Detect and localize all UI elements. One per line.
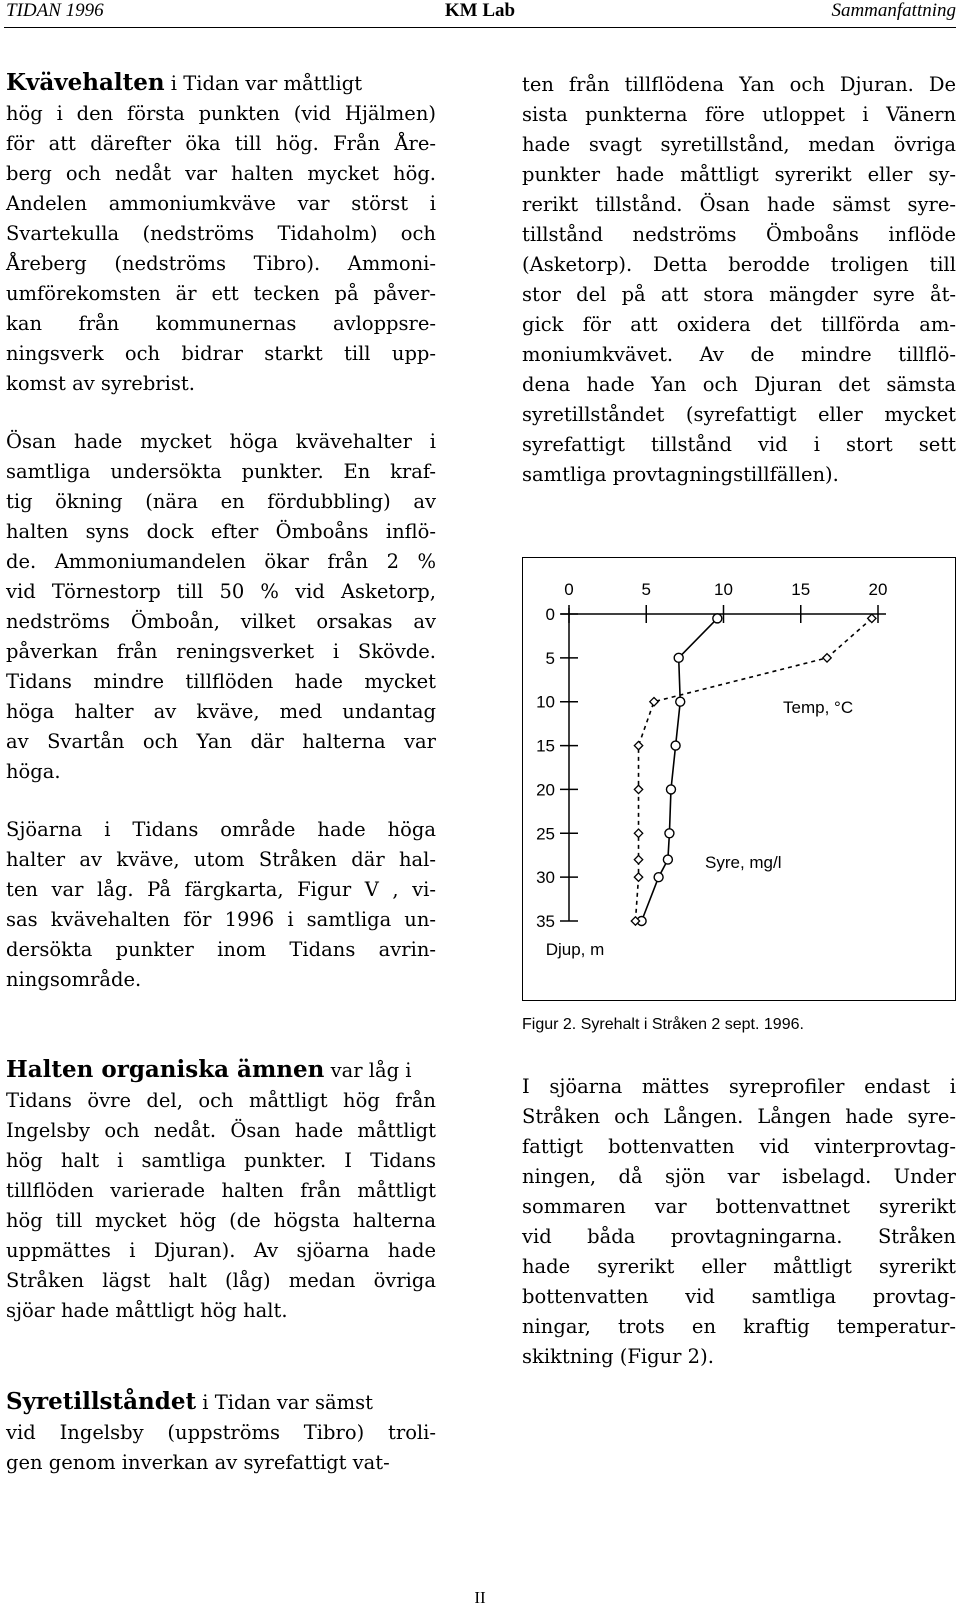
data-point: [634, 855, 642, 863]
text-line: ningen, då sjön var isbelagd. Under: [522, 1165, 956, 1188]
text-line: av Svartån och Yan där halterna var: [6, 730, 436, 753]
text-line: moniumkvävet. Av de mindre tillflö-: [522, 343, 956, 366]
paragraph-organiska: Halten organiska ämnen var låg i Tidans övre del, och måttligt hög från Ingelsby och nedåt. Ösan hade måttligt hög halt i samtliga punkter. I Tidans tillflöden varierade halten från måttligt hög till mycket hög (de högsta halterna uppmättes i Djuran). Av sjöarna hade Stråken lägst halt (låg) medan övriga sjöar hade måttligt hög halt.: [6, 1055, 436, 1326]
data-point: [868, 614, 876, 622]
text-line: vid Törnestorp till 50 % vid Asketorp,: [6, 580, 436, 603]
text-line: sista punkterna före utloppet i Vänern: [522, 103, 956, 126]
text-line: komst av syrebrist.: [6, 372, 195, 395]
header-rule: [4, 27, 956, 28]
figure-caption: Figur 2. Syrehalt i Stråken 2 sept. 1996.: [522, 1016, 804, 1033]
y-tick-label: 20: [536, 780, 555, 800]
text-line: hade syrerikt eller måttligt syrerikt: [522, 1255, 956, 1278]
text-line: berg och nedåt var halten mycket hög.: [6, 162, 436, 185]
text-line: Sjöarna i Tidans område hade höga: [6, 818, 436, 841]
text-line: hög i den första punkten (vid Hjälmen): [6, 102, 436, 125]
data-point: [634, 785, 642, 793]
figure-2-box: [522, 557, 956, 1001]
paragraph-tillfloden: [522, 70, 956, 490]
page-header: [0, 0, 960, 24]
header-right: Sammanfattning: [831, 0, 956, 21]
text-line: ningar, trots en kraftig temperatur-: [522, 1315, 956, 1338]
lead-kvavehalten: Kvävehalten: [6, 69, 165, 96]
text-line: syretillståndet (syrefattigt eller mycket: [522, 403, 956, 426]
text-line: halten syns dock efter Ömboåns inflö-: [6, 520, 436, 543]
text-line: sjöar hade måttligt hög halt.: [6, 1299, 288, 1322]
text-line: tillstånd nedströms Ömboåns inflöde: [522, 223, 956, 246]
text-line: höga.: [6, 760, 61, 783]
text-line: vid Ingelsby (uppströms Tibro) troli-: [6, 1421, 436, 1444]
text-line: sas kvävehalten för 1996 i samtliga un-: [6, 908, 436, 931]
text-line: samtliga provtagningstillfällen).: [522, 463, 839, 486]
text-line: Ösan hade mycket höga kvävehalter i: [6, 430, 436, 453]
y-tick-label: 10: [536, 692, 555, 712]
header-center: KM Lab: [444, 0, 516, 21]
text-line: ningsverk och bidrar starkt till upp-: [6, 342, 436, 365]
data-point: [713, 614, 722, 623]
text-line: för att därefter öka till hög. Från Åre-: [6, 132, 436, 155]
text-line: ningsområde.: [6, 968, 142, 991]
text-line: rerikt tillstånd. Ösan hade sämst syre-: [522, 193, 956, 216]
text-line: hade svagt syretillstånd, medan övriga: [522, 133, 956, 156]
text-line: (Asketorp). Detta berodde troligen till: [522, 253, 956, 276]
text-line: bottenvatten vid samtliga provtag-: [522, 1285, 956, 1308]
text-line: vid båda provtagningarna. Stråken: [522, 1225, 956, 1248]
text-line: kan från kommunernas avloppsre-: [6, 312, 436, 335]
x-tick-label: 20: [868, 580, 888, 599]
x-tick-label: 15: [791, 580, 811, 599]
paragraph-sjoarna: [6, 815, 436, 995]
data-point: [671, 741, 680, 750]
text-line: dena hade Yan och Djuran det sämsta: [522, 373, 956, 396]
x-tick-label: 10: [714, 580, 733, 599]
text-line: de. Ammoniumandelen ökar från 2 %: [6, 550, 436, 573]
y-axis-label: Djup, m: [545, 940, 605, 959]
text-line: samtliga undersökta punkter. En kraf-: [6, 460, 436, 483]
lead-syretillstandet: Syretillståndet: [6, 1388, 197, 1415]
text-line: ten var låg. På färgkarta, Figur V , vi-: [6, 878, 436, 901]
text-line: Tidans mindre tillflöden hade mycket: [6, 670, 436, 693]
y-tick-label: 25: [536, 824, 555, 844]
text-line: tillflöden varierade halten från måttligt: [6, 1179, 436, 1202]
text-line: Ingelsby och nedåt. Ösan hade måttligt: [6, 1119, 436, 1142]
y-tick-label: 35: [536, 912, 555, 931]
text-line: Stråken och Lången. Lången hade syre-: [522, 1105, 956, 1128]
data-point: [663, 855, 672, 864]
data-point: [674, 653, 683, 662]
text-line: Åreberg (nedströms Tibro). Ammoni-: [6, 252, 436, 275]
text-line: umförekomsten är ett tecken på påver-: [6, 282, 436, 305]
text-line: syrefattigt tillstånd vid i stort sett: [522, 433, 956, 456]
paragraph-kvavehalten: Kvävehalten i Tidan var måttligt hög i den första punkten (vid Hjälmen) för att därefter öka till hög. Från Åre- berg och nedåt var halten mycket hög. Andelen ammoniumkväve var störst i Svartekulla (nedströms Tidaholm) och Åreberg (nedströms Tibro). Ammoni- umförekomsten är ett tecken på påver- kan från kommunernas avloppsre- ningsverk och bidrar starkt till upp- komst av syrebrist.: [6, 68, 436, 399]
series-label: Temp, °C: [783, 698, 854, 717]
text-line: fattigt bottenvatten vid vinterprovtag-: [522, 1135, 956, 1158]
y-tick-label: 5: [545, 648, 555, 668]
text-line: påverkan från reningsverket i Skövde.: [6, 640, 436, 663]
text-line: I sjöarna mättes syreprofiler endast i: [522, 1075, 956, 1098]
data-point: [654, 873, 663, 882]
text-line: Svartekulla (nedströms Tidaholm) och: [6, 222, 436, 245]
text-line: hög halt i samtliga punkter. I Tidans: [6, 1149, 436, 1172]
text-line: sommaren var bottenvattnet syrerikt: [522, 1195, 956, 1218]
text-line: Stråken lägst halt (låg) medan övriga: [6, 1269, 436, 1292]
y-tick-label: 15: [536, 736, 555, 756]
text-line: Andelen ammoniumkväve var störst i: [6, 192, 436, 215]
data-point: [666, 785, 675, 794]
data-point: [634, 741, 642, 749]
x-tick-label: 5: [641, 580, 651, 599]
paragraph-osan: [6, 427, 436, 787]
text-line: hög till mycket hög (de högsta halterna: [6, 1209, 436, 1232]
text-line: Tidans övre del, och måttligt hög från: [6, 1089, 436, 1112]
paragraph-sjoarna-syreprofiler: [522, 1072, 956, 1372]
x-tick-label: 0: [564, 580, 574, 599]
lead-organiska: Halten organiska ämnen: [6, 1056, 325, 1083]
data-point: [676, 697, 685, 706]
page-number: II: [474, 1588, 486, 1607]
y-tick-label: 0: [545, 605, 555, 624]
text-line: stor del på att stora mängder syre åt-: [522, 283, 956, 306]
text-line: halter av kväve, utom Stråken där hal-: [6, 848, 436, 871]
text-line: höga halter av kväve, med undantag: [6, 700, 436, 723]
y-tick-label: 30: [536, 868, 555, 888]
data-point: [634, 829, 642, 837]
data-point: [665, 829, 674, 838]
header-left: TIDAN 1996: [6, 0, 104, 21]
data-point: [650, 698, 658, 706]
text-line: gick för att oxidera det tillförda am-: [522, 313, 956, 336]
text-line: tig ökning (nära en fördubbling) av: [6, 490, 436, 513]
series-label: Syre, mg/l: [705, 853, 782, 872]
data-point: [823, 654, 831, 662]
text-line: punkter hade måttligt syrerikt eller sy-: [522, 163, 956, 186]
text-line: dersökta punkter inom Tidans avrin-: [6, 938, 436, 961]
text-line: nedströms Ömboån, vilket orsakas av: [6, 610, 436, 633]
text-line: skiktning (Figur 2).: [522, 1345, 714, 1368]
paragraph-syretillstandet: Syretillståndet i Tidan var sämst vid Ingelsby (uppströms Tibro) troli- gen genom inverkan av syrefattigt vat-: [6, 1387, 436, 1478]
text-line: gen genom inverkan av syrefattigt vat-: [6, 1451, 390, 1474]
text-line: uppmättes i Djuran). Av sjöarna hade: [6, 1239, 436, 1262]
data-point: [634, 873, 642, 881]
series-line: [642, 618, 718, 921]
series-line: [635, 618, 871, 921]
text-line: ten från tillflödena Yan och Djuran. De: [522, 73, 956, 96]
oxygen-temperature-chart: [523, 558, 957, 1002]
